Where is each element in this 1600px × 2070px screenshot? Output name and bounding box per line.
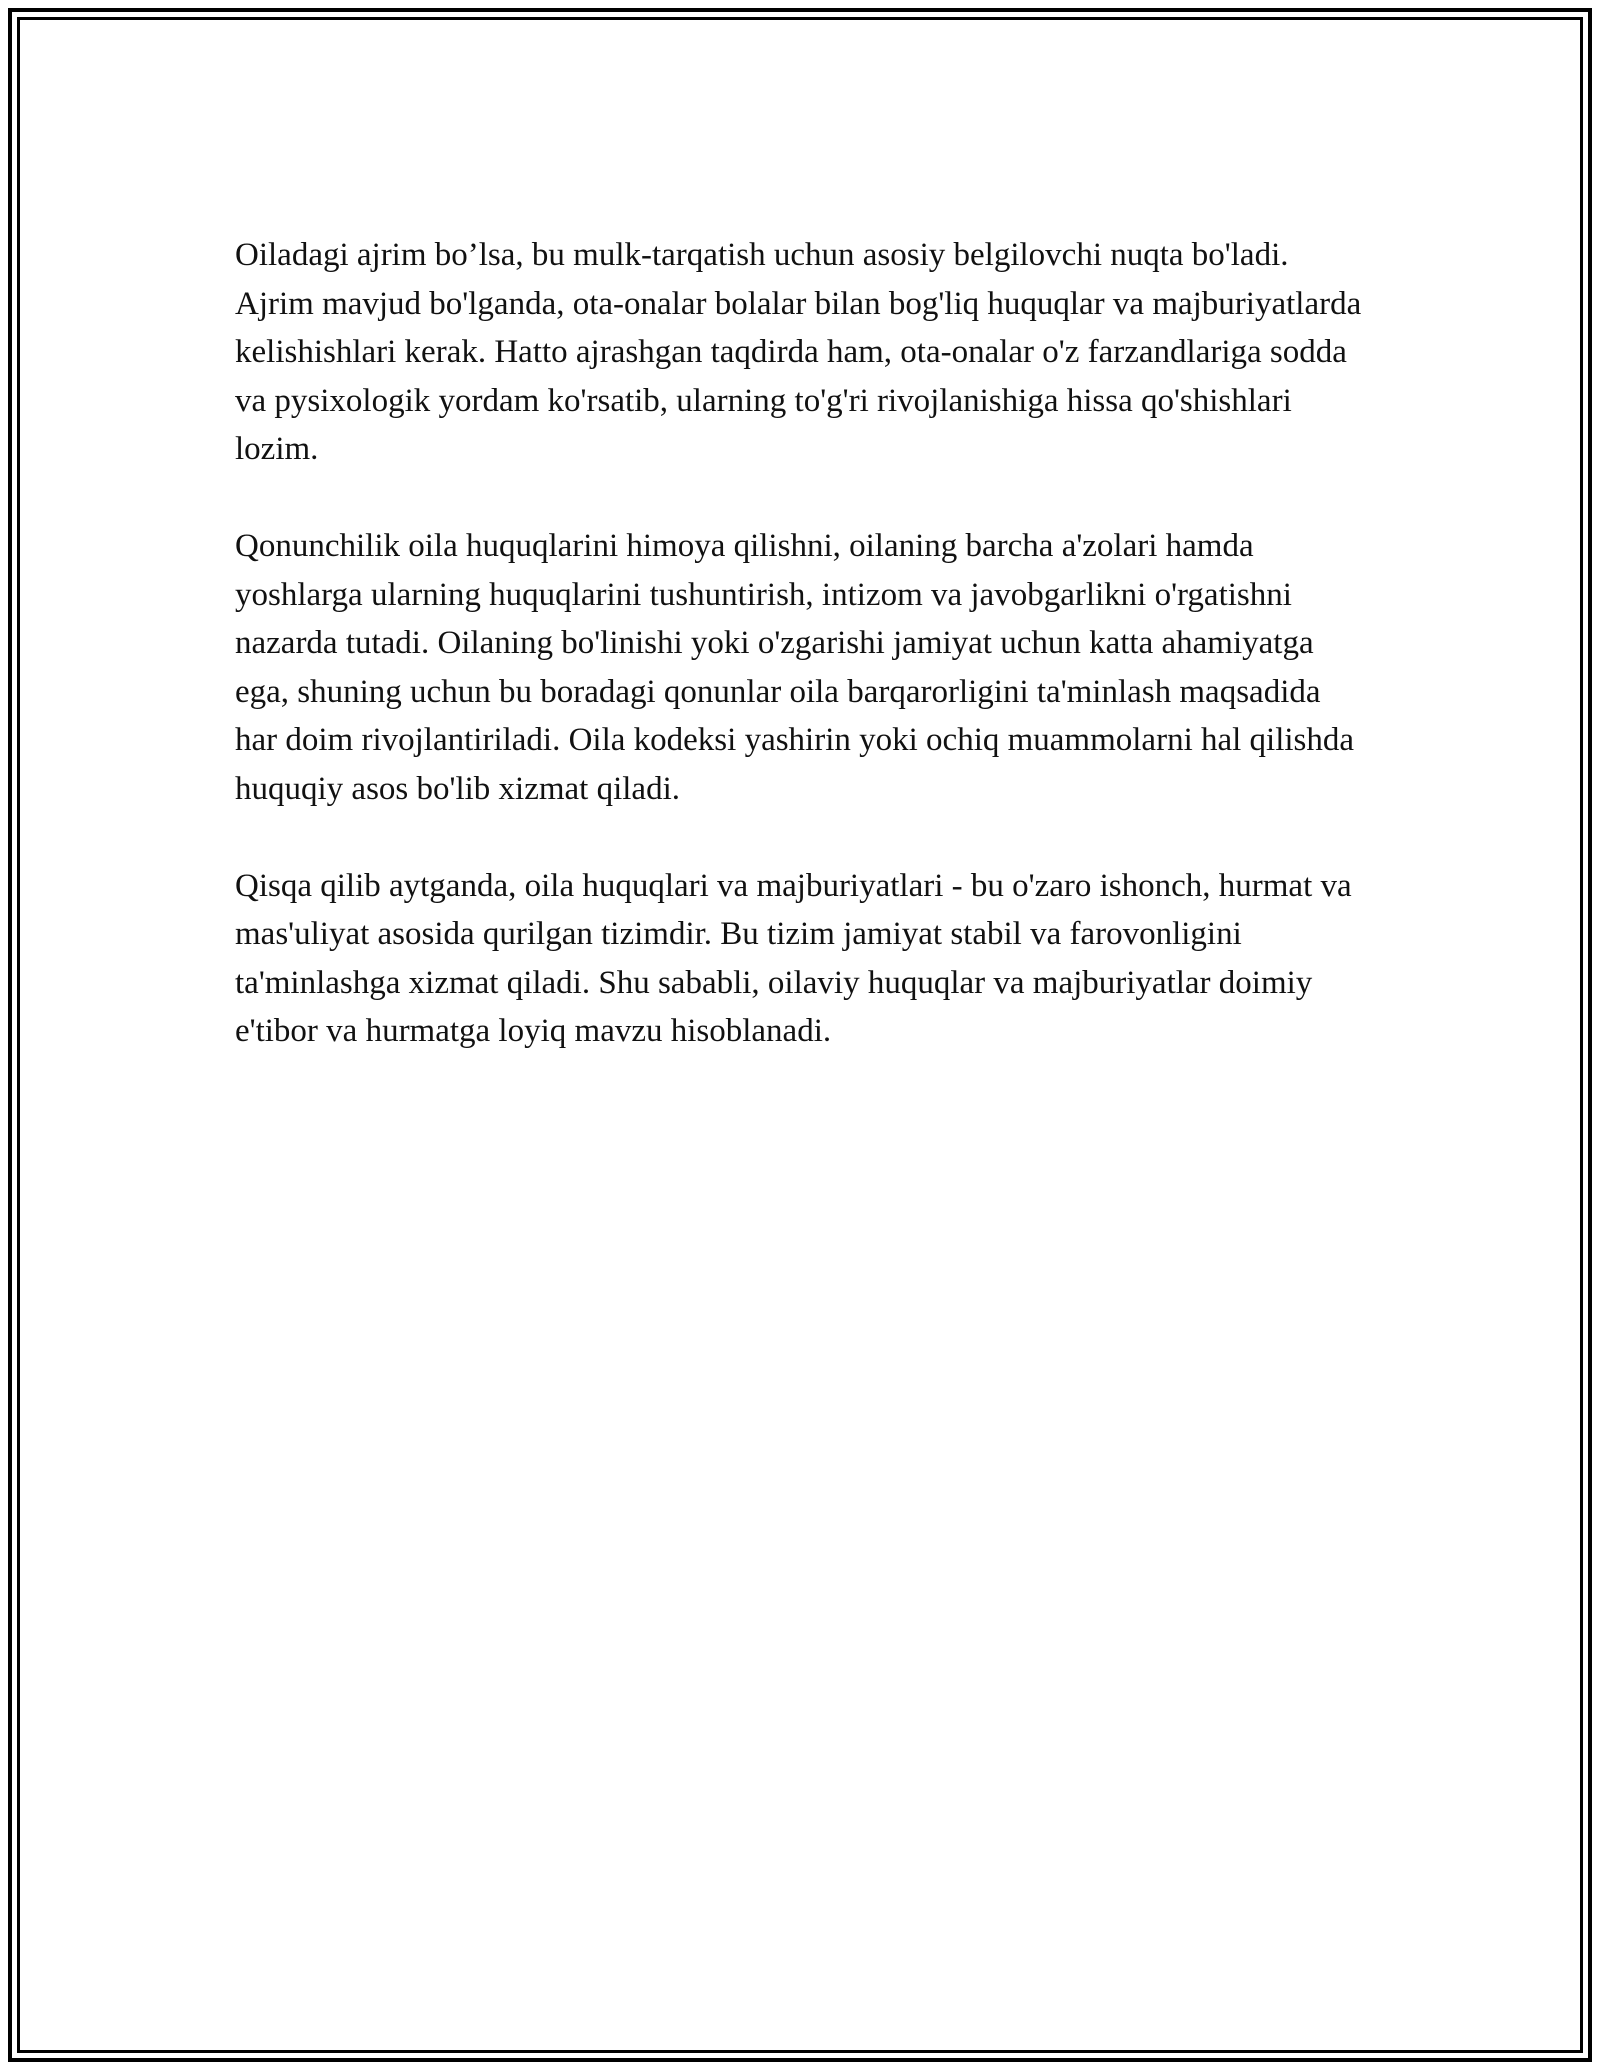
paragraph-2: Qonunchilik oila huquqlarini himoya qilishni, oilaning barcha a'zolari hamda yoshlarga ularning huquqlarini tushuntirish, intizom va javobgarlikni o'rgatishni nazarda tutadi. Oilaning bo'linishi yoki o'zgarishi jamiyat uchun katta ahamiyatga ega, shuning uchun bu boradagi qonunlar oila barqarorligini ta'minlash maqsadida har doim rivojlantiriladi. Oila kodeksi yashirin yoki ochiq muammolarni hal qilishda huquqiy asos bo'lib xizmat qiladi. <box>235 527 1355 807</box>
paragraph-1: Oiladagi ajrim bo’lsa, bu mulk-tarqatish uchun asosiy belgilovchi nuqta bo'ladi. Ajrim mavjud bo'lganda, ota-onalar bolalar bilan bog'liq huquqlar va majburiyatlarda kelishishlari kerak. Hatto ajrashgan taqdirda ham, ota-onalar o'z farzandlariga sodda va pysixologik yordam ko'rsatib, ularning to'g'ri rivojlanishiga hissa qo'shishlari lozim. <box>235 237 1362 468</box>
paragraph-3: Qisqa qilib aytganda, oila huquqlari va majburiyatlari - bu o'zaro ishonch, hurmat va mas'uliyat asosida qurilgan tizimdir. Bu tizim jamiyat stabil va farovonligini ta'minlashga xizmat qiladi. Shu sababli, oilaviy huquqlar va majburiyatlar doimiy e'tibor va hurmatga loyiq mavzu hisoblanadi. <box>235 867 1352 1050</box>
document-body <box>235 231 1365 1104</box>
